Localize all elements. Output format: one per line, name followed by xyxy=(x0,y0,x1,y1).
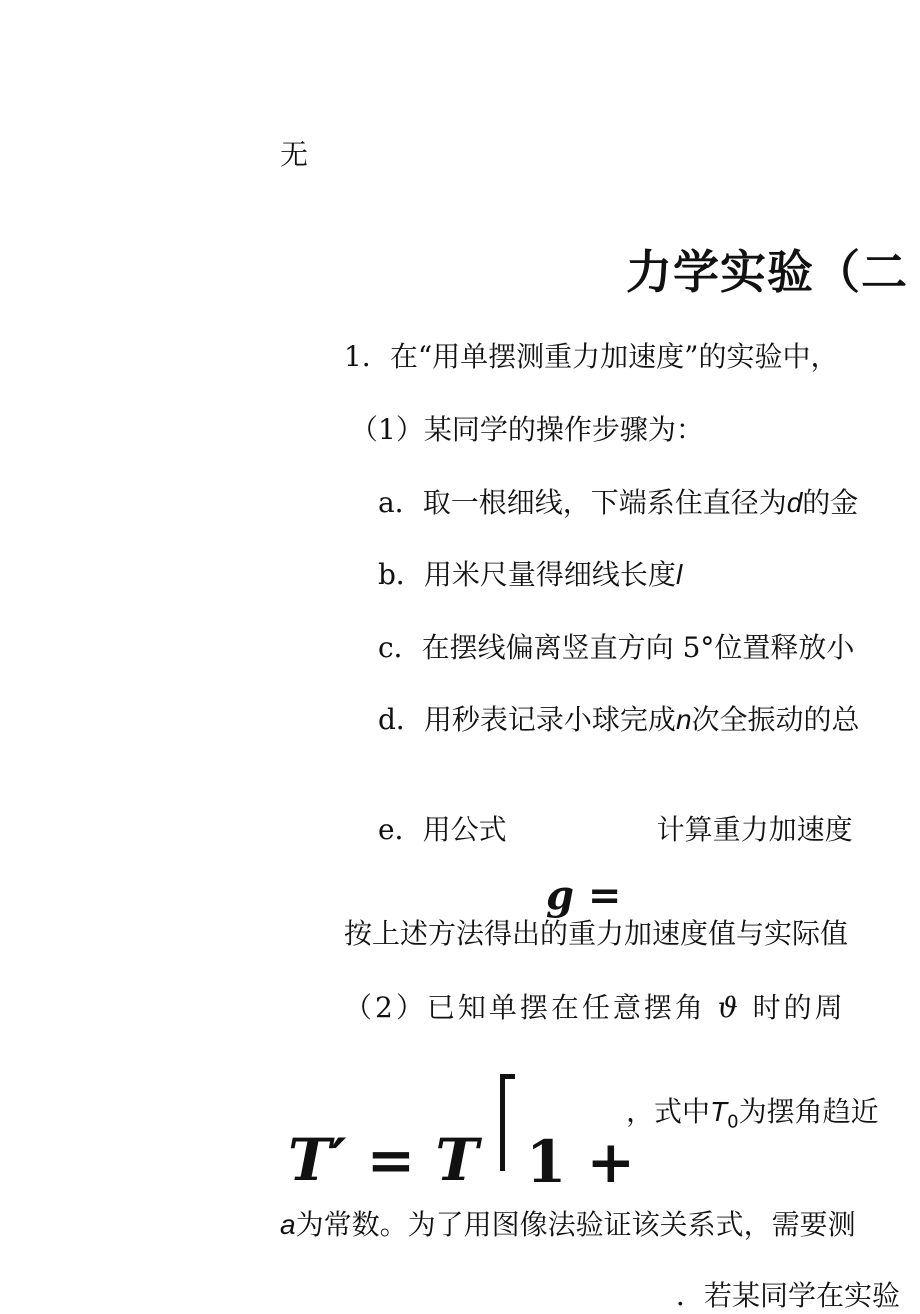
formula-bracket xyxy=(500,1074,515,1171)
part-2-suffix: 时的周 xyxy=(752,991,846,1024)
part-1-intro: （1）某同学的操作步骤为： xyxy=(350,413,704,446)
formula-T-image xyxy=(282,1064,636,1196)
formula-T-tail: 1 + xyxy=(526,1128,636,1196)
step-a-prefix: a．取一根细线，下端系住直径为 xyxy=(378,486,787,519)
part-2-note xyxy=(626,1094,879,1141)
last-line-clip xyxy=(676,1278,920,1312)
constant-line xyxy=(280,1207,856,1243)
step-a-variable: d xyxy=(786,487,803,518)
step-b-variable: l xyxy=(675,559,683,590)
last-line: ．若某同学在实验 xyxy=(676,1279,901,1312)
formula-g-text: g = xyxy=(546,872,622,919)
page-title: 力学实验（二 xyxy=(626,245,908,299)
step-a-suffix: 的金 xyxy=(802,486,859,519)
part-2-note-variable: T xyxy=(710,1096,728,1127)
part-2-variable: ϑ xyxy=(717,991,741,1024)
constant-variable: a xyxy=(280,1209,296,1240)
part-2-note-prefix: ，式中 xyxy=(626,1095,711,1128)
formula-T-left: T′ = T xyxy=(288,1126,479,1194)
constant-text: 为常数。为了用图像法验证该关系式，需要测 xyxy=(295,1208,856,1241)
step-b-prefix: b．用米尺量得细线长度 xyxy=(378,558,676,591)
part-2-line xyxy=(344,990,846,1026)
step-d-suffix: 次全振动的总 xyxy=(691,703,860,736)
part-2-note-suffix: 为摆角趋近 xyxy=(738,1095,879,1128)
part-2-prefix: （2）已知单摆在任意摆角 xyxy=(344,991,706,1024)
step-d-prefix: d．用秒表记录小球完成 xyxy=(378,703,676,736)
formula-g-image xyxy=(540,860,660,919)
step-d xyxy=(378,702,860,738)
step-e xyxy=(378,812,853,848)
step-b xyxy=(378,557,682,593)
header-label: 无 xyxy=(280,138,309,171)
step-e-prefix: e．用公式 xyxy=(378,813,507,846)
part-2-note-subscript: 0 xyxy=(727,1111,739,1133)
step-c: c．在摆线偏离竖直方向 5°位置释放小 xyxy=(378,631,855,664)
step-d-variable: n xyxy=(675,704,692,735)
step-e-suffix: 计算重力加速度 xyxy=(656,813,853,846)
conclusion-line: 按上述方法得出的重力加速度值与实际值 xyxy=(344,917,849,950)
question-1-stem: 1．在“用单摆测重力加速度”的实验中， xyxy=(344,340,839,373)
step-a xyxy=(378,485,858,521)
